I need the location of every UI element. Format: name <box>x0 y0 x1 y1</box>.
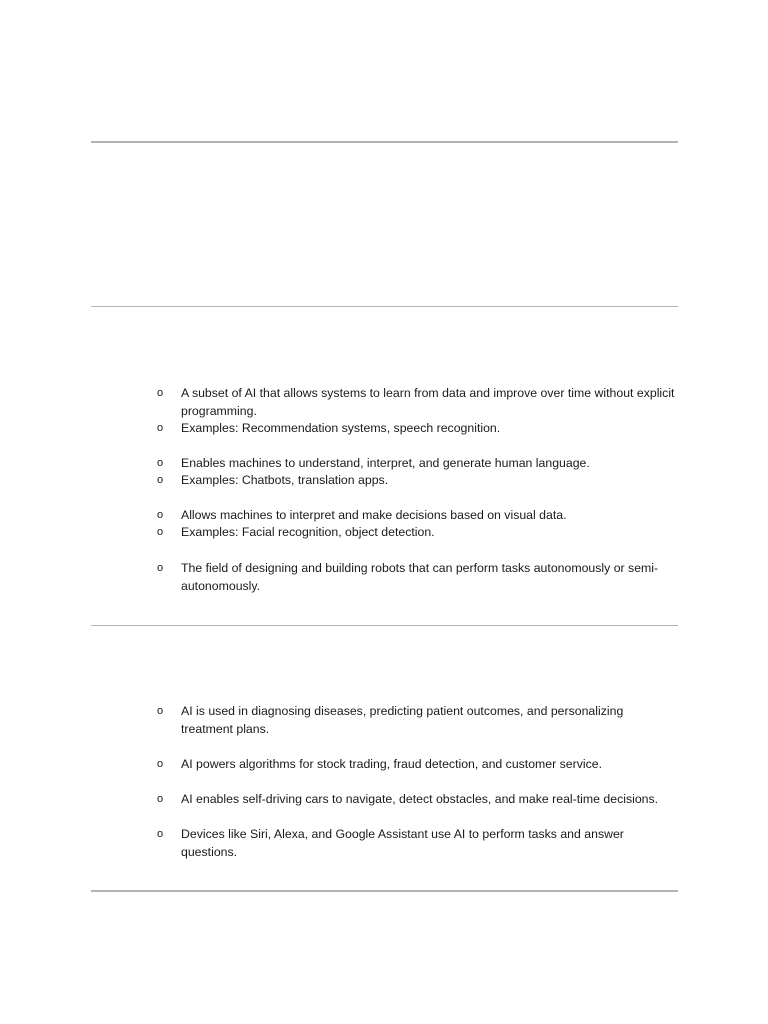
hollow-bullet-icon: o <box>157 828 164 840</box>
list-item-text: Examples: Recommendation systems, speech recognition. <box>181 421 501 435</box>
list-item-text: AI is used in diagnosing diseases, predicting patient outcomes, and personalizing treatment plans. <box>181 704 624 736</box>
list-item <box>157 826 677 861</box>
hollow-bullet-icon: o <box>157 457 164 469</box>
list-item <box>157 560 677 595</box>
hollow-bullet-icon: o <box>157 474 164 486</box>
hollow-bullet-icon: o <box>157 422 164 434</box>
hollow-bullet-icon: o <box>157 509 164 521</box>
list-item-text: A subset of AI that allows systems to learn from data and improve over time without explicit programming. <box>181 386 675 418</box>
list-item <box>157 791 677 809</box>
horizontal-rule-4 <box>91 890 678 892</box>
list-item <box>157 455 677 473</box>
list-item-text: Examples: Facial recognition, object detection. <box>181 525 435 539</box>
horizontal-rule-2 <box>91 306 678 307</box>
list-item-text: Allows machines to interpret and make decisions based on visual data. <box>181 508 567 522</box>
list-item-text: AI powers algorithms for stock trading, fraud detection, and customer service. <box>181 757 603 771</box>
hollow-bullet-icon: o <box>157 526 164 538</box>
list-item <box>157 703 677 738</box>
list-item <box>157 507 677 525</box>
list-item-text: Examples: Chatbots, translation apps. <box>181 473 389 487</box>
horizontal-rule-1 <box>91 141 678 143</box>
list-item <box>157 524 677 542</box>
list-item-text: Enables machines to understand, interpret, and generate human language. <box>181 456 590 470</box>
hollow-bullet-icon: o <box>157 705 164 717</box>
list-item-text: Devices like Siri, Alexa, and Google Assistant use AI to perform tasks and answer questions. <box>181 827 624 859</box>
list-item <box>157 385 677 420</box>
list-item <box>157 472 677 490</box>
hollow-bullet-icon: o <box>157 562 164 574</box>
hollow-bullet-icon: o <box>157 387 164 399</box>
horizontal-rule-3 <box>91 625 678 626</box>
list-item-text: AI enables self-driving cars to navigate, detect obstacles, and make real-time decisions. <box>181 792 659 806</box>
list-item-text: The field of designing and building robots that can perform tasks autonomously or semi-autonomously. <box>181 561 659 593</box>
hollow-bullet-icon: o <box>157 793 164 805</box>
list-item <box>157 420 677 438</box>
hollow-bullet-icon: o <box>157 758 164 770</box>
list-item <box>157 756 677 774</box>
